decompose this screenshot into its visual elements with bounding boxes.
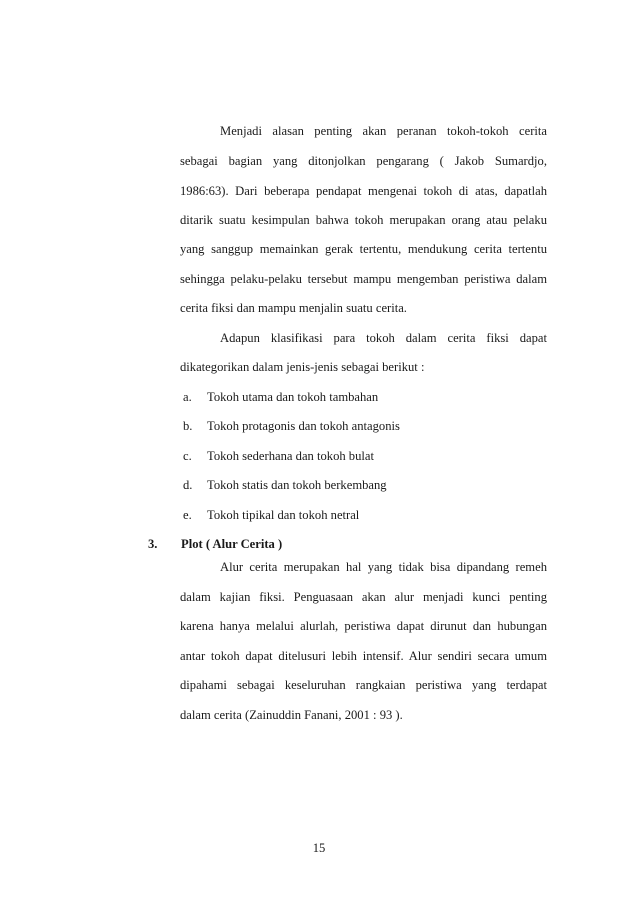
paragraph-line: Alur cerita merupakan hal yang tidak bisa dipandang remeh xyxy=(220,560,547,574)
paragraph-line: yang sanggup memainkan gerak tertentu, mendukung cerita tertentu xyxy=(180,242,547,256)
paragraph-line: ditarik suatu kesimpulan bahwa tokoh merupakan orang atau pelaku xyxy=(180,213,547,227)
list-item-text: Tokoh tipikal dan tokoh netral xyxy=(207,508,360,522)
paragraph-line: Menjadi alasan penting akan peranan tokoh-tokoh cerita xyxy=(220,124,547,138)
list-item-text: Tokoh utama dan tokoh tambahan xyxy=(207,390,379,404)
paragraph-line: antar tokoh dapat ditelusuri lebih intensif. Alur sendiri secara umum xyxy=(180,649,547,663)
paragraph-line: 1986:63). Dari beberapa pendapat mengenai tokoh di atas, dapatlah xyxy=(180,184,547,198)
list-item xyxy=(183,389,378,405)
paragraph-line: Adapun klasifikasi para tokoh dalam cerita fiksi dapat xyxy=(220,331,547,345)
paragraph-line: karena hanya melalui alurlah, peristiwa dapat dirunut dan hubungan xyxy=(180,619,547,633)
paragraph-line: dalam kajian fiksi. Penguasaan akan alur menjadi kunci penting xyxy=(180,590,547,604)
section-number: 3. xyxy=(148,537,158,551)
paragraph-line: cerita fiksi dan mampu menjalin suatu cerita. xyxy=(180,301,407,315)
paragraph-line: sebagai bagian yang ditonjolkan pengarang ( Jakob Sumardjo, xyxy=(180,154,547,168)
paragraph-line: sehingga pelaku-pelaku tersebut mampu mengemban peristiwa dalam xyxy=(180,272,547,286)
list-item xyxy=(183,448,374,464)
list-marker: a. xyxy=(183,390,192,404)
list-marker: c. xyxy=(183,449,192,463)
paragraph-line: dikategorikan dalam jenis-jenis sebagai berikut : xyxy=(180,360,425,374)
paragraph-line: dipahami sebagai keseluruhan rangkaian peristiwa yang terdapat xyxy=(180,678,547,692)
list-marker: b. xyxy=(183,419,193,433)
list-item-text: Tokoh statis dan tokoh berkembang xyxy=(207,478,387,492)
list-item xyxy=(183,418,400,434)
page-number: 15 xyxy=(312,841,326,855)
list-item-text: Tokoh protagonis dan tokoh antagonis xyxy=(207,419,400,433)
list-marker: e. xyxy=(183,508,192,522)
list-item xyxy=(183,507,359,523)
section-heading xyxy=(148,536,282,552)
paragraph-line: dalam cerita (Zainuddin Fanani, 2001 : 93 ). xyxy=(180,708,403,722)
list-item-text: Tokoh sederhana dan tokoh bulat xyxy=(207,449,374,463)
section-title: Plot ( Alur Cerita ) xyxy=(181,537,283,551)
list-marker: d. xyxy=(183,478,193,492)
list-item xyxy=(183,477,387,493)
